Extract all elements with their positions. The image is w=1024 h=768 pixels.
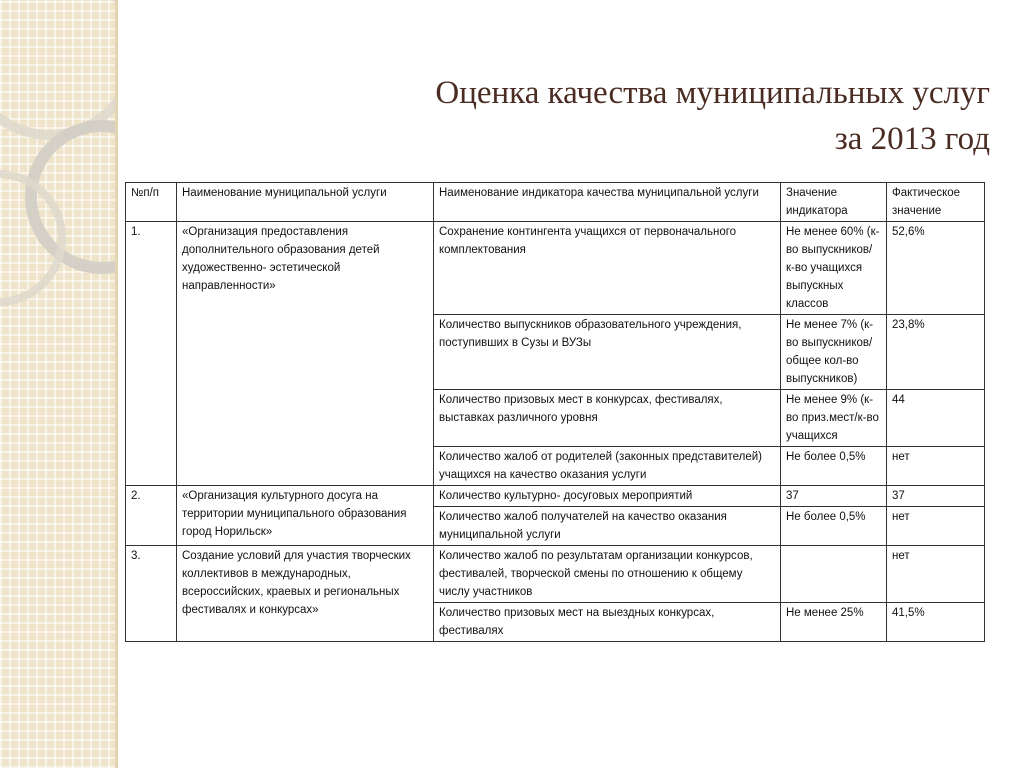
header-num: №п/п bbox=[126, 183, 177, 222]
decorative-ring bbox=[0, 0, 115, 140]
cell-indicator: Количество призовых мест на выездных конкурсах, фестивалях bbox=[434, 603, 781, 642]
cell-target: 37 bbox=[781, 486, 887, 507]
decorative-side-strip bbox=[0, 0, 115, 768]
cell-actual: нет bbox=[887, 546, 985, 603]
cell-target: Не менее 9% (к-во приз.мест/к-во учащихся bbox=[781, 390, 887, 447]
cell-indicator: Количество культурно- досуговых мероприятий bbox=[434, 486, 781, 507]
cell-target: Не менее 7% (к-во выпускников/ общее кол-во выпускников) bbox=[781, 315, 887, 390]
cell-actual: 52,6% bbox=[887, 222, 985, 315]
slide-title bbox=[230, 70, 990, 162]
cell-actual: 44 bbox=[887, 390, 985, 447]
table-header-row bbox=[126, 183, 985, 222]
cell-indicator: Количество выпускников образовательного учреждения, поступивших в Сузы и ВУЗы bbox=[434, 315, 781, 390]
cell-target: Не более 0,5% bbox=[781, 447, 887, 486]
header-actual: Фактическое значение bbox=[887, 183, 985, 222]
header-service: Наименование муниципальной услуги bbox=[177, 183, 434, 222]
cell-actual: 23,8% bbox=[887, 315, 985, 390]
quality-table bbox=[125, 182, 985, 642]
table-row bbox=[126, 546, 985, 603]
slide-title-line-2: за 2013 год bbox=[834, 121, 990, 157]
cell-num: 1. bbox=[126, 222, 177, 486]
cell-service: «Организация предоставления дополнительного образования детей художественно- эстетической направленности» bbox=[177, 222, 434, 486]
side-strip-edge bbox=[115, 0, 118, 768]
cell-target: Не менее 25% bbox=[781, 603, 887, 642]
table-row bbox=[126, 222, 985, 315]
cell-actual: нет bbox=[887, 447, 985, 486]
header-target: Значение индикатора bbox=[781, 183, 887, 222]
cell-indicator: Количество жалоб по результатам организации конкурсов, фестивалей, творческой смены по отношению к общему числу участников bbox=[434, 546, 781, 603]
cell-indicator: Количество жалоб получателей на качество оказания муниципальной услуги bbox=[434, 507, 781, 546]
cell-target: Не более 0,5% bbox=[781, 507, 887, 546]
cell-target bbox=[781, 546, 887, 603]
cell-indicator: Количество призовых мест в конкурсах, фестивалях, выставках различного уровня bbox=[434, 390, 781, 447]
cell-num: 3. bbox=[126, 546, 177, 642]
table-row bbox=[126, 486, 985, 507]
cell-indicator: Сохранение контингента учащихся от первоначального комплектования bbox=[434, 222, 781, 315]
cell-service: «Организация культурного досуга на территории муниципального образования город Норильск» bbox=[177, 486, 434, 546]
cell-actual: нет bbox=[887, 507, 985, 546]
cell-actual: 37 bbox=[887, 486, 985, 507]
header-indicator: Наименование индикатора качества муниципальной услуги bbox=[434, 183, 781, 222]
cell-num: 2. bbox=[126, 486, 177, 546]
slide-title-line-1: Оценка качества муниципальных услуг bbox=[435, 75, 990, 111]
cell-actual: 41,5% bbox=[887, 603, 985, 642]
cell-indicator: Количество жалоб от родителей (законных представителей) учащихся на качество оказания услуги bbox=[434, 447, 781, 486]
cell-target: Не менее 60% (к-во выпускников/к-во учащихся выпускных классов bbox=[781, 222, 887, 315]
cell-service: Создание условий для участия творческих коллективов в международных, всероссийских, краевых и региональных фестивалях и конкурсах» bbox=[177, 546, 434, 642]
